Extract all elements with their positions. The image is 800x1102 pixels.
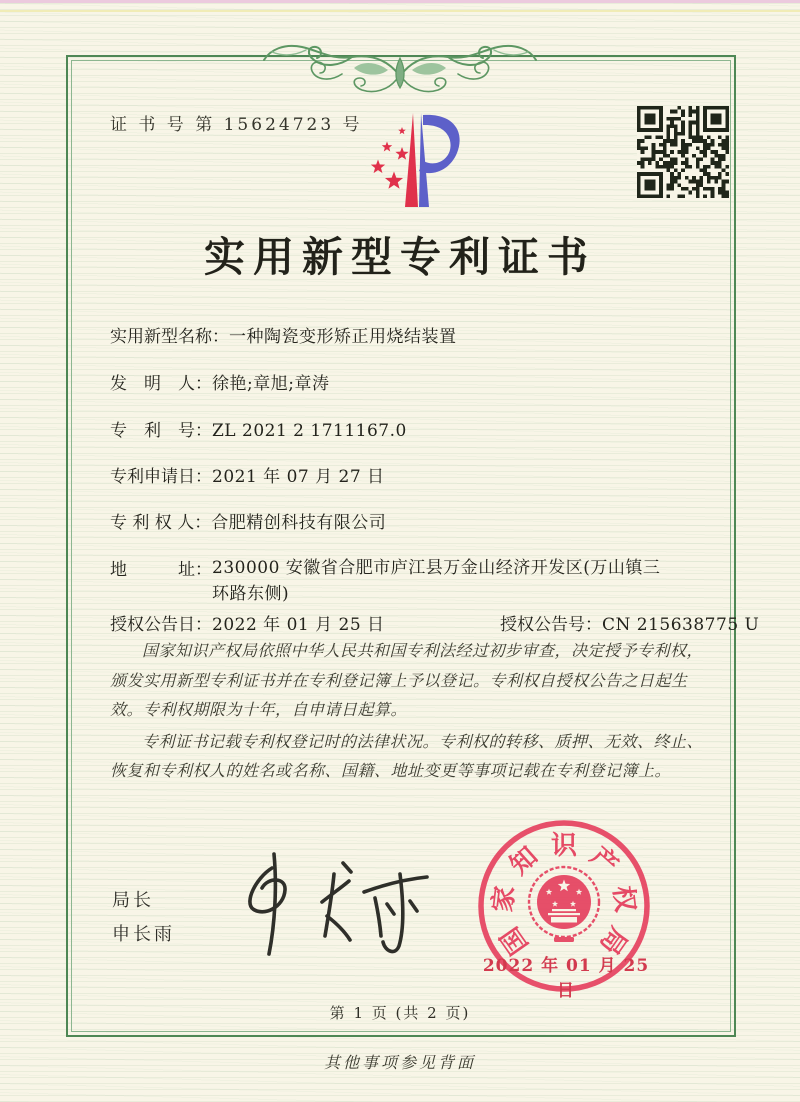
field-row-patent-no bbox=[110, 416, 407, 441]
field-value-name: 一种陶瓷变形矫正用烧结装置 bbox=[229, 327, 457, 347]
field-label-inventor: 发 明 人： bbox=[110, 374, 212, 394]
svg-text:识: 识 bbox=[550, 831, 578, 861]
field-value-patentee: 合肥精创科技有限公司 bbox=[211, 513, 387, 533]
svg-text:权: 权 bbox=[607, 884, 641, 914]
field-value-inventor: 徐艳;章旭;章涛 bbox=[212, 374, 330, 394]
field-label-grant-no: 授权公告号： bbox=[500, 615, 602, 635]
field-value-filing-date: 2021 年 07 月 27 日 bbox=[212, 467, 385, 487]
svg-text:局: 局 bbox=[593, 921, 633, 960]
field-row-address bbox=[110, 555, 674, 608]
handwritten-signature-icon bbox=[216, 846, 430, 960]
field-value-patent-no: ZL 2021 2 1711167.0 bbox=[212, 421, 407, 441]
legal-paragraphs bbox=[110, 636, 710, 788]
svg-text:家: 家 bbox=[487, 884, 521, 914]
legal-paragraph-2: 专利证书记载专利权登记时的法律状况。专利权的转移、质押、无效、终止、恢复和专利权人的姓名或名称、国籍、地址变更等事项记载在专利登记簿上。 bbox=[110, 731, 704, 781]
field-row-filing-date bbox=[110, 462, 385, 487]
certificate-title: 实用新型专利证书 bbox=[204, 233, 596, 281]
field-label-name: 实用新型名称： bbox=[110, 327, 229, 347]
field-row-patentee bbox=[110, 508, 386, 533]
legal-paragraph-1: 国家知识产权局依照中华人民共和国专利法经过初步审查，决定授予专利权，颁发实用新型专利证书并在专利登记簿上予以登记。专利权自授权公告之日起生效。专利权期限为十年，自申请日起算。 bbox=[110, 641, 704, 720]
field-value-grant-no: CN 215638775 U bbox=[602, 615, 760, 635]
field-value-address: 230000 安徽省合肥市庐江县万金山经济开发区(万山镇三环路东侧) bbox=[212, 558, 661, 605]
seal-date: 2022 年 01 月 25 日 bbox=[482, 956, 650, 1001]
signer-title: 局长 bbox=[112, 890, 154, 911]
field-row-inventor bbox=[110, 369, 329, 394]
cnipa-logo-icon bbox=[349, 109, 465, 215]
svg-text:知: 知 bbox=[504, 841, 544, 882]
certificate-number: 证 书 号 第 15624723 号 bbox=[110, 115, 363, 135]
field-label-address: 地 址： bbox=[110, 560, 212, 580]
qr-code bbox=[637, 106, 729, 198]
svg-text:国: 国 bbox=[495, 921, 535, 960]
signer-name: 申长雨 bbox=[112, 924, 175, 945]
field-label-filing-date: 专利申请日： bbox=[110, 467, 212, 487]
scan-edge-pink bbox=[0, 0, 800, 3]
field-row-name bbox=[110, 322, 457, 347]
field-value-grant-date: 2022 年 01 月 25 日 bbox=[212, 615, 385, 635]
field-label-patent-no: 专 利 号： bbox=[110, 421, 212, 441]
field-grant-no-group bbox=[500, 610, 759, 635]
back-note: 其他事项参见背面 bbox=[323, 1053, 476, 1072]
field-row-grant bbox=[110, 610, 760, 635]
svg-text:产: 产 bbox=[584, 841, 624, 882]
page-number: 第 1 页 (共 2 页) bbox=[329, 1004, 471, 1022]
field-label-grant-date: 授权公告日： bbox=[110, 615, 212, 635]
green-scroll-ornament-icon bbox=[262, 40, 538, 110]
scan-edge-yellow bbox=[0, 10, 800, 12]
field-label-patentee: 专 利 权 人： bbox=[110, 513, 212, 533]
